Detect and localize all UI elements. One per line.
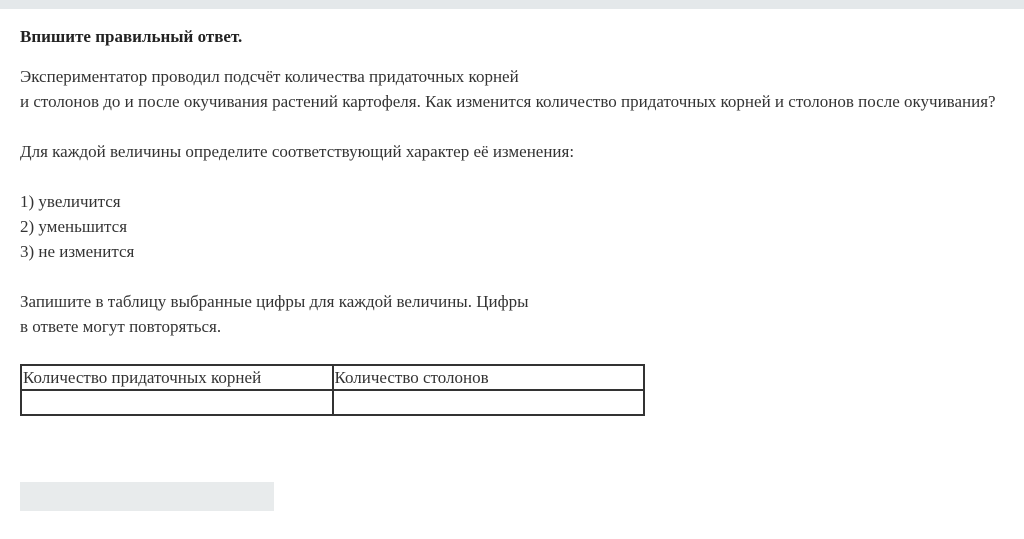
question-line-2: и столонов до и после окучивания растений картофеля. Как изменится количество придаточных корней и столонов после окучивания?	[20, 92, 996, 111]
task-heading: Впишите правильный ответ.	[20, 27, 243, 46]
answer-cell-stolons[interactable]	[333, 390, 645, 415]
answer-table-input-row	[21, 390, 644, 415]
answer-table-header-row	[21, 365, 644, 390]
instruction-text: Для каждой величины определите соответствующий характер её изменения:	[20, 142, 575, 161]
header-adventitious-roots: Количество придаточных корней	[21, 365, 333, 390]
write-instruction-line-2: в ответе могут повторяться.	[20, 317, 222, 336]
write-instruction-line-1: Запишите в таблицу выбранные цифры для каждой величины. Цифры	[20, 292, 529, 311]
option-2: 2) уменьшится	[20, 217, 128, 236]
header-stolons: Количество столонов	[333, 365, 645, 390]
option-1: 1) увеличится	[20, 192, 121, 211]
answer-cell-adventitious-roots[interactable]	[21, 390, 333, 415]
top-bar	[0, 0, 1024, 9]
answer-table	[20, 364, 645, 416]
submit-button[interactable]	[20, 482, 274, 511]
option-3: 3) не изменится	[20, 242, 135, 261]
task-content	[20, 24, 1000, 416]
question-line-1: Экспериментатор проводил подсчёт количества придаточных корней	[20, 67, 519, 86]
